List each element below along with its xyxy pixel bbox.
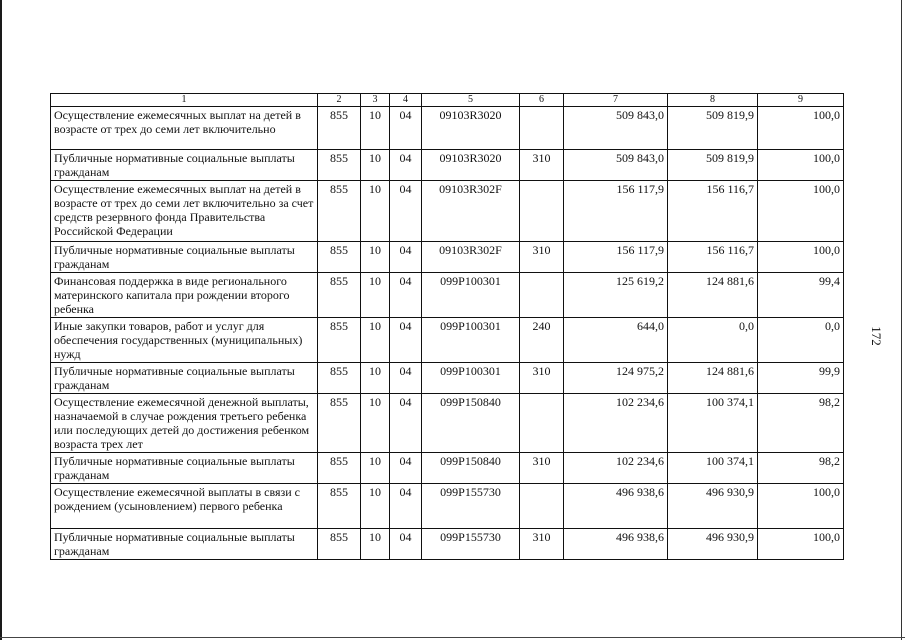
target-article-cell: 099P155730 bbox=[422, 484, 520, 529]
target-article-cell: 09103R302F bbox=[422, 181, 520, 242]
table-row bbox=[51, 484, 844, 529]
section-code-cell: 10 bbox=[361, 181, 390, 242]
subsection-code-cell: 04 bbox=[390, 318, 422, 363]
planned-amount-cell: 124 975,2 bbox=[564, 363, 668, 394]
scan-left-edge bbox=[0, 0, 2, 640]
planned-amount-cell: 102 234,6 bbox=[564, 394, 668, 453]
execution-percent-cell: 99,4 bbox=[758, 273, 844, 318]
planned-amount-cell: 125 619,2 bbox=[564, 273, 668, 318]
header-cell: 1 bbox=[51, 94, 318, 107]
target-article-cell: 099P155730 bbox=[422, 529, 520, 560]
expense-type-cell bbox=[520, 484, 564, 529]
header-cell: 4 bbox=[390, 94, 422, 107]
row-name-cell: Иные закупки товаров, работ и услуг для обеспечения государственных (муниципальных) нужд bbox=[51, 318, 318, 363]
table-row bbox=[51, 318, 844, 363]
chapter-code-cell: 855 bbox=[318, 242, 361, 273]
planned-amount-cell: 509 843,0 bbox=[564, 150, 668, 181]
subsection-code-cell: 04 bbox=[390, 150, 422, 181]
row-name-cell: Осуществление ежемесячной выплаты в связи с рождением (усыновлением) первого ребенка bbox=[51, 484, 318, 529]
section-code-cell: 10 bbox=[361, 394, 390, 453]
executed-amount-cell: 509 819,9 bbox=[668, 107, 758, 150]
target-article-cell: 099P100301 bbox=[422, 273, 520, 318]
target-article-cell: 09103R302F bbox=[422, 242, 520, 273]
executed-amount-cell: 156 116,7 bbox=[668, 242, 758, 273]
target-article-cell: 09103R3020 bbox=[422, 150, 520, 181]
execution-percent-cell: 100,0 bbox=[758, 484, 844, 529]
table-row bbox=[51, 181, 844, 242]
execution-percent-cell: 98,2 bbox=[758, 453, 844, 484]
executed-amount-cell: 509 819,9 bbox=[668, 150, 758, 181]
execution-percent-cell: 98,2 bbox=[758, 394, 844, 453]
table-row bbox=[51, 453, 844, 484]
executed-amount-cell: 496 930,9 bbox=[668, 529, 758, 560]
execution-percent-cell: 100,0 bbox=[758, 150, 844, 181]
section-code-cell: 10 bbox=[361, 363, 390, 394]
execution-percent-cell: 99,9 bbox=[758, 363, 844, 394]
header-cell: 3 bbox=[361, 94, 390, 107]
header-cell: 2 bbox=[318, 94, 361, 107]
subsection-code-cell: 04 bbox=[390, 181, 422, 242]
scan-right-edge bbox=[901, 0, 902, 640]
execution-percent-cell: 0,0 bbox=[758, 318, 844, 363]
executed-amount-cell: 156 116,7 bbox=[668, 181, 758, 242]
row-name-cell: Финансовая поддержка в виде регионального материнского капитала при рождении второго ребенка bbox=[51, 273, 318, 318]
row-name-cell: Публичные нормативные социальные выплаты гражданам bbox=[51, 150, 318, 181]
section-code-cell: 10 bbox=[361, 107, 390, 150]
row-name-cell: Осуществление ежемесячных выплат на детей в возрасте от трех до семи лет включительно bbox=[51, 107, 318, 150]
executed-amount-cell: 100 374,1 bbox=[668, 453, 758, 484]
subsection-code-cell: 04 bbox=[390, 453, 422, 484]
planned-amount-cell: 156 117,9 bbox=[564, 181, 668, 242]
execution-percent-cell: 100,0 bbox=[758, 242, 844, 273]
row-name-cell: Осуществление ежемесячной денежной выплаты, назначаемой в случае рождения третьего ребенка или последующих детей до достижения ребенком возраста трех лет bbox=[51, 394, 318, 453]
target-article-cell: 099P100301 bbox=[422, 318, 520, 363]
executed-amount-cell: 0,0 bbox=[668, 318, 758, 363]
expense-type-cell: 310 bbox=[520, 242, 564, 273]
subsection-code-cell: 04 bbox=[390, 273, 422, 318]
chapter-code-cell: 855 bbox=[318, 150, 361, 181]
execution-percent-cell: 100,0 bbox=[758, 529, 844, 560]
row-name-cell: Осуществление ежемесячных выплат на детей в возрасте от трех до семи лет включительно за счет средств резервного фонда Правительства Российской Федерации bbox=[51, 181, 318, 242]
table-row bbox=[51, 107, 844, 150]
subsection-code-cell: 04 bbox=[390, 484, 422, 529]
section-code-cell: 10 bbox=[361, 484, 390, 529]
scan-bottom-edge bbox=[0, 637, 905, 638]
subsection-code-cell: 04 bbox=[390, 363, 422, 394]
target-article-cell: 09103R3020 bbox=[422, 107, 520, 150]
section-code-cell: 10 bbox=[361, 529, 390, 560]
expense-type-cell: 310 bbox=[520, 150, 564, 181]
row-name-cell: Публичные нормативные социальные выплаты гражданам bbox=[51, 453, 318, 484]
table-row bbox=[51, 394, 844, 453]
target-article-cell: 099P100301 bbox=[422, 363, 520, 394]
planned-amount-cell: 496 938,6 bbox=[564, 484, 668, 529]
subsection-code-cell: 04 bbox=[390, 242, 422, 273]
chapter-code-cell: 855 bbox=[318, 529, 361, 560]
expense-type-cell: 310 bbox=[520, 453, 564, 484]
chapter-code-cell: 855 bbox=[318, 273, 361, 318]
subsection-code-cell: 04 bbox=[390, 394, 422, 453]
execution-percent-cell: 100,0 bbox=[758, 107, 844, 150]
table-row bbox=[51, 529, 844, 560]
executed-amount-cell: 496 930,9 bbox=[668, 484, 758, 529]
table-row bbox=[51, 150, 844, 181]
expense-type-cell: 310 bbox=[520, 529, 564, 560]
section-code-cell: 10 bbox=[361, 242, 390, 273]
chapter-code-cell: 855 bbox=[318, 363, 361, 394]
header-cell: 8 bbox=[668, 94, 758, 107]
header-cell: 6 bbox=[520, 94, 564, 107]
expense-type-cell bbox=[520, 273, 564, 318]
chapter-code-cell: 855 bbox=[318, 394, 361, 453]
chapter-code-cell: 855 bbox=[318, 484, 361, 529]
executed-amount-cell: 124 881,6 bbox=[668, 273, 758, 318]
row-name-cell: Публичные нормативные социальные выплаты гражданам bbox=[51, 242, 318, 273]
expense-type-cell: 240 bbox=[520, 318, 564, 363]
expense-type-cell bbox=[520, 394, 564, 453]
execution-percent-cell: 100,0 bbox=[758, 181, 844, 242]
header-row bbox=[51, 94, 844, 107]
section-code-cell: 10 bbox=[361, 150, 390, 181]
table-row bbox=[51, 273, 844, 318]
chapter-code-cell: 855 bbox=[318, 181, 361, 242]
section-code-cell: 10 bbox=[361, 453, 390, 484]
planned-amount-cell: 509 843,0 bbox=[564, 107, 668, 150]
target-article-cell: 099P150840 bbox=[422, 394, 520, 453]
expense-type-cell bbox=[520, 181, 564, 242]
header-cell: 5 bbox=[422, 94, 520, 107]
header-cell: 9 bbox=[758, 94, 844, 107]
budget-table bbox=[50, 93, 844, 560]
planned-amount-cell: 644,0 bbox=[564, 318, 668, 363]
expense-type-cell: 310 bbox=[520, 363, 564, 394]
subsection-code-cell: 04 bbox=[390, 529, 422, 560]
section-code-cell: 10 bbox=[361, 318, 390, 363]
table-row bbox=[51, 363, 844, 394]
target-article-cell: 099P150840 bbox=[422, 453, 520, 484]
planned-amount-cell: 156 117,9 bbox=[564, 242, 668, 273]
header-cell: 7 bbox=[564, 94, 668, 107]
row-name-cell: Публичные нормативные социальные выплаты гражданам bbox=[51, 529, 318, 560]
expense-type-cell bbox=[520, 107, 564, 150]
subsection-code-cell: 04 bbox=[390, 107, 422, 150]
chapter-code-cell: 855 bbox=[318, 107, 361, 150]
executed-amount-cell: 124 881,6 bbox=[668, 363, 758, 394]
chapter-code-cell: 855 bbox=[318, 318, 361, 363]
table-row bbox=[51, 242, 844, 273]
section-code-cell: 10 bbox=[361, 273, 390, 318]
chapter-code-cell: 855 bbox=[318, 453, 361, 484]
row-name-cell: Публичные нормативные социальные выплаты гражданам bbox=[51, 363, 318, 394]
planned-amount-cell: 496 938,6 bbox=[564, 529, 668, 560]
executed-amount-cell: 100 374,1 bbox=[668, 394, 758, 453]
planned-amount-cell: 102 234,6 bbox=[564, 453, 668, 484]
page-number: 172 bbox=[869, 326, 884, 346]
